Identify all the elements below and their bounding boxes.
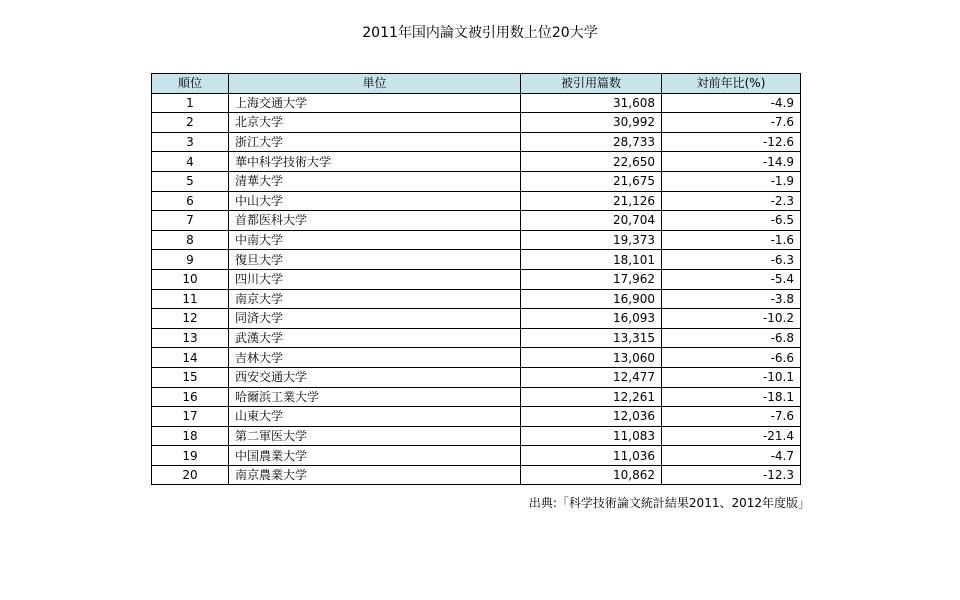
- cell-institution: 哈爾浜工業大学: [229, 387, 521, 407]
- table-row: [152, 191, 801, 211]
- cell-citations: 11,083: [521, 426, 662, 446]
- cell-citations: 19,373: [521, 230, 662, 250]
- cell-yoy-change: -6.3: [662, 250, 801, 270]
- table-row: [152, 407, 801, 427]
- cell-rank: 4: [152, 152, 229, 172]
- table-row: [152, 348, 801, 368]
- cell-yoy-change: -6.5: [662, 211, 801, 231]
- cell-yoy-change: -14.9: [662, 152, 801, 172]
- cell-citations: 11,036: [521, 446, 662, 466]
- cell-rank: 20: [152, 465, 229, 485]
- table-row: [152, 93, 801, 113]
- page-title: 2011年国内論文被引用数上位20大学: [362, 25, 598, 41]
- cell-institution: 同済大学: [229, 309, 521, 329]
- source-note: 出典:「科学技術論文統計結果2011、2012年度版」: [528, 496, 810, 510]
- table-row: [152, 328, 801, 348]
- cell-rank: 8: [152, 230, 229, 250]
- cell-institution: 吉林大学: [229, 348, 521, 368]
- table-row: [152, 152, 801, 172]
- cell-institution: 南京農業大学: [229, 465, 521, 485]
- table-row: [152, 446, 801, 466]
- table-row: [152, 309, 801, 329]
- cell-citations: 12,036: [521, 407, 662, 427]
- cell-yoy-change: -2.3: [662, 191, 801, 211]
- header-rank: 順位: [152, 74, 229, 94]
- table-row: [152, 426, 801, 446]
- cell-yoy-change: -10.1: [662, 367, 801, 387]
- ranking-table: [151, 73, 801, 485]
- cell-rank: 16: [152, 387, 229, 407]
- cell-institution: 上海交通大学: [229, 93, 521, 113]
- cell-yoy-change: -5.4: [662, 269, 801, 289]
- cell-yoy-change: -10.2: [662, 309, 801, 329]
- cell-citations: 30,992: [521, 113, 662, 133]
- table-row: [152, 289, 801, 309]
- cell-citations: 31,608: [521, 93, 662, 113]
- cell-yoy-change: -7.6: [662, 113, 801, 133]
- cell-yoy-change: -6.6: [662, 348, 801, 368]
- cell-institution: 浙江大学: [229, 132, 521, 152]
- cell-rank: 17: [152, 407, 229, 427]
- table-row: [152, 269, 801, 289]
- cell-institution: 中南大学: [229, 230, 521, 250]
- cell-rank: 13: [152, 328, 229, 348]
- cell-rank: 9: [152, 250, 229, 270]
- cell-yoy-change: -6.8: [662, 328, 801, 348]
- cell-yoy-change: -18.1: [662, 387, 801, 407]
- cell-rank: 7: [152, 211, 229, 231]
- header-citations: 被引用篇数: [521, 74, 662, 94]
- cell-yoy-change: -12.3: [662, 465, 801, 485]
- cell-yoy-change: -21.4: [662, 426, 801, 446]
- cell-institution: 首都医科大学: [229, 211, 521, 231]
- cell-yoy-change: -4.9: [662, 93, 801, 113]
- table-row: [152, 387, 801, 407]
- table-row: [152, 113, 801, 133]
- cell-rank: 15: [152, 367, 229, 387]
- cell-rank: 18: [152, 426, 229, 446]
- cell-institution: 清華大学: [229, 171, 521, 191]
- cell-yoy-change: -1.6: [662, 230, 801, 250]
- cell-citations: 13,315: [521, 328, 662, 348]
- cell-institution: 南京大学: [229, 289, 521, 309]
- cell-citations: 16,900: [521, 289, 662, 309]
- cell-rank: 14: [152, 348, 229, 368]
- cell-rank: 5: [152, 171, 229, 191]
- cell-yoy-change: -7.6: [662, 407, 801, 427]
- cell-citations: 21,675: [521, 171, 662, 191]
- cell-rank: 6: [152, 191, 229, 211]
- header-institution: 単位: [229, 74, 521, 94]
- cell-rank: 1: [152, 93, 229, 113]
- cell-citations: 22,650: [521, 152, 662, 172]
- cell-yoy-change: -1.9: [662, 171, 801, 191]
- cell-citations: 10,862: [521, 465, 662, 485]
- header-yoy-change: 対前年比(%): [662, 74, 801, 94]
- cell-institution: 西安交通大学: [229, 367, 521, 387]
- cell-citations: 12,477: [521, 367, 662, 387]
- cell-rank: 19: [152, 446, 229, 466]
- cell-institution: 山東大学: [229, 407, 521, 427]
- cell-citations: 20,704: [521, 211, 662, 231]
- cell-citations: 17,962: [521, 269, 662, 289]
- cell-rank: 3: [152, 132, 229, 152]
- cell-rank: 10: [152, 269, 229, 289]
- table-header-row: [152, 74, 801, 94]
- cell-institution: 四川大学: [229, 269, 521, 289]
- table-row: [152, 250, 801, 270]
- cell-yoy-change: -12.6: [662, 132, 801, 152]
- table-row: [152, 367, 801, 387]
- cell-institution: 北京大学: [229, 113, 521, 133]
- cell-institution: 第二軍医大学: [229, 426, 521, 446]
- cell-institution: 華中科学技術大学: [229, 152, 521, 172]
- cell-institution: 復旦大学: [229, 250, 521, 270]
- cell-institution: 中山大学: [229, 191, 521, 211]
- cell-yoy-change: -3.8: [662, 289, 801, 309]
- cell-citations: 12,261: [521, 387, 662, 407]
- table-row: [152, 230, 801, 250]
- table-row: [152, 132, 801, 152]
- cell-rank: 12: [152, 309, 229, 329]
- cell-institution: 武漢大学: [229, 328, 521, 348]
- cell-citations: 18,101: [521, 250, 662, 270]
- cell-institution: 中国農業大学: [229, 446, 521, 466]
- cell-citations: 21,126: [521, 191, 662, 211]
- cell-citations: 13,060: [521, 348, 662, 368]
- table-row: [152, 171, 801, 191]
- cell-citations: 28,733: [521, 132, 662, 152]
- cell-yoy-change: -4.7: [662, 446, 801, 466]
- table-row: [152, 211, 801, 231]
- table-body: [152, 93, 801, 485]
- table-row: [152, 465, 801, 485]
- cell-rank: 2: [152, 113, 229, 133]
- cell-citations: 16,093: [521, 309, 662, 329]
- cell-rank: 11: [152, 289, 229, 309]
